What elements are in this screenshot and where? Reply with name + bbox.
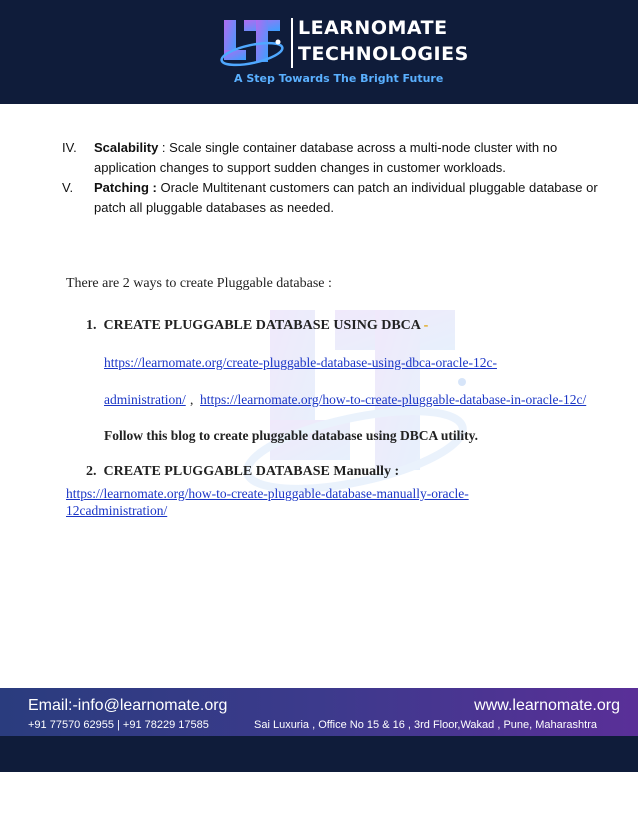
link-separator: , [190, 392, 194, 407]
logo-divider [291, 18, 293, 68]
manual-link-line2[interactable]: 12cadministration/ [66, 503, 168, 518]
list-item-scalability [94, 138, 609, 178]
manual-link-line1[interactable]: https://learnomate.org/how-to-create-pluggable-database-manually-oracle- [66, 486, 469, 501]
brand-tagline: A Step Towards The Bright Future [234, 72, 444, 85]
learnomate-logo-icon [218, 16, 284, 72]
dbca-link-line2[interactable]: administration/ [104, 392, 186, 407]
method2-title: CREATE PLUGGABLE DATABASE Manually : [103, 464, 400, 479]
method1-dash: - [423, 318, 429, 333]
list-description: Oracle Multitenant customers can patch an individual pluggable database or patch all pluggable databases as needed. [94, 180, 598, 215]
intro-text: There are 2 ways to create Pluggable database : [66, 276, 332, 291]
footer-address: Sai Luxuria , Office No 15 & 16 , 3rd Floor,Wakad , Pune, Maharashtra [254, 719, 598, 731]
footer-website[interactable]: www.learnomate.org [474, 697, 620, 714]
follow-blog-text: Follow this blog to create pluggable database using DBCA utility. [104, 428, 479, 443]
list-term: Scalability [94, 140, 159, 155]
footer-bottom-bar [0, 736, 638, 772]
list-numeral-iv: IV. [62, 140, 77, 155]
list-term: Patching : [94, 180, 157, 195]
method2-heading [86, 464, 399, 480]
footer-phones: +91 77570 62955 | +91 78229 17585 [28, 719, 209, 731]
dbca-link-line1[interactable]: https://learnomate.org/create-pluggable-database-using-dbca-oracle-12c- [104, 355, 497, 370]
method1-number: 1. [86, 318, 97, 333]
list-numeral-v: V. [62, 180, 74, 195]
list-item-patching [94, 178, 609, 218]
method2-number: 2. [86, 464, 97, 479]
create-pluggable-link[interactable]: https://learnomate.org/how-to-create-pluggable-database-in-oracle-12c/ [200, 392, 587, 407]
brand-name-line1: LEARNOMATE [298, 17, 448, 39]
footer-email[interactable]: Email:-info@learnomate.org [28, 697, 228, 714]
list-description: : Scale single container database across a multi-node cluster with no application changes to support sudden changes in customer workloads. [94, 140, 558, 175]
page-header [0, 0, 638, 104]
method1-title: CREATE PLUGGABLE DATABASE USING DBCA [103, 318, 424, 333]
brand-name-line2: TECHNOLOGIES [298, 43, 469, 65]
method1-heading [86, 318, 428, 334]
